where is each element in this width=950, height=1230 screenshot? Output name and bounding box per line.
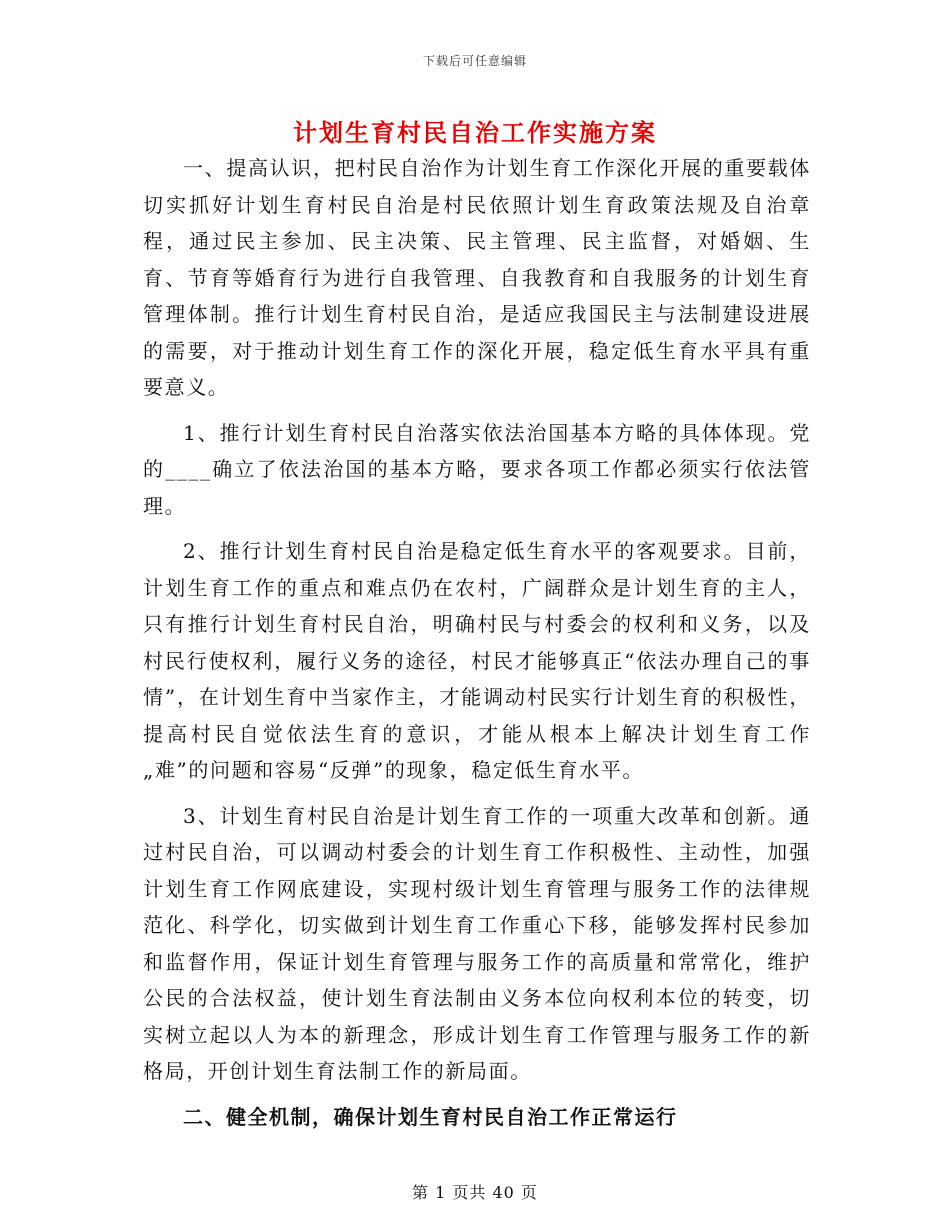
paragraph-intro: 一、提高认识，把村民自治作为计划生育工作深化开展的重要载体切实抓好计划生育村民自治是村民依照计划生育政策法规及自治章程，通过民主参加、民主决策、民主管理、民主监督，对婚姻、生育、节育等婚育行为进行自我管理、自我教育和自我服务的计划生育管理体制。推行计划生育村民自治，是适应我国民主与法制建设进展的需要，对于推动计划生育工作的深化开展，稳定低生育水平具有重要意义。 [143,156,811,399]
header-note: 下载后可任意编辑 [422,54,527,68]
paragraph-point-1: 1、推行计划生育村民自治落实依法治国基本方略的具体体现。党的____确立了依法治国的基本方略，要求各项工作都必须实行依法管理。 [143,420,811,518]
paragraph-point-3: 3、计划生育村民自治是计划生育工作的一项重大改革和创新。通过村民自治，可以调动村委会的计划生育工作积极性、主动性，加强计划生育工作网底建设，实现村级计划生育管理与服务工作的法律规范化、科学化，切实做到计划生育工作重心下移，能够发挥村民参加和监督作用，保证计划生育管理与服务工作的高质量和常常化，维护公民的合法权益，使计划生育法制由义务本位向权利本位的转变，切实树立起以人为本的新理念，形成计划生育工作管理与服务工作的新格局，开创计划生育法制工作的新局面。 [143,803,811,1083]
page-number: 第 1 页共 40 页 [412,1183,538,1202]
section-heading: 二、健全机制，确保计划生育村民自治工作正常运行 [183,1104,678,1129]
paragraph-point-2: 2、推行计划生育村民自治是稳定低生育水平的客观要求。目前，计划生育工作的重点和难点仍在农村，广阔群众是计划生育的主人，只有推行计划生育村民自治，明确村民与村委会的权利和义务，以及村民行使权利，履行义务的途径，村民才能够真正“依法办理自己的事情”，在计划生育中当家作主，才能调动村民实行计划生育的积极性，提高村民自觉依法生育的意识，才能从根本上解决计划生育工作„难”的问题和容易“反弹”的现象，稳定低生育水平。 [143,539,811,782]
document-body [143,150,811,1144]
document-title: 计划生育村民自治工作实施方案 [293,118,657,147]
